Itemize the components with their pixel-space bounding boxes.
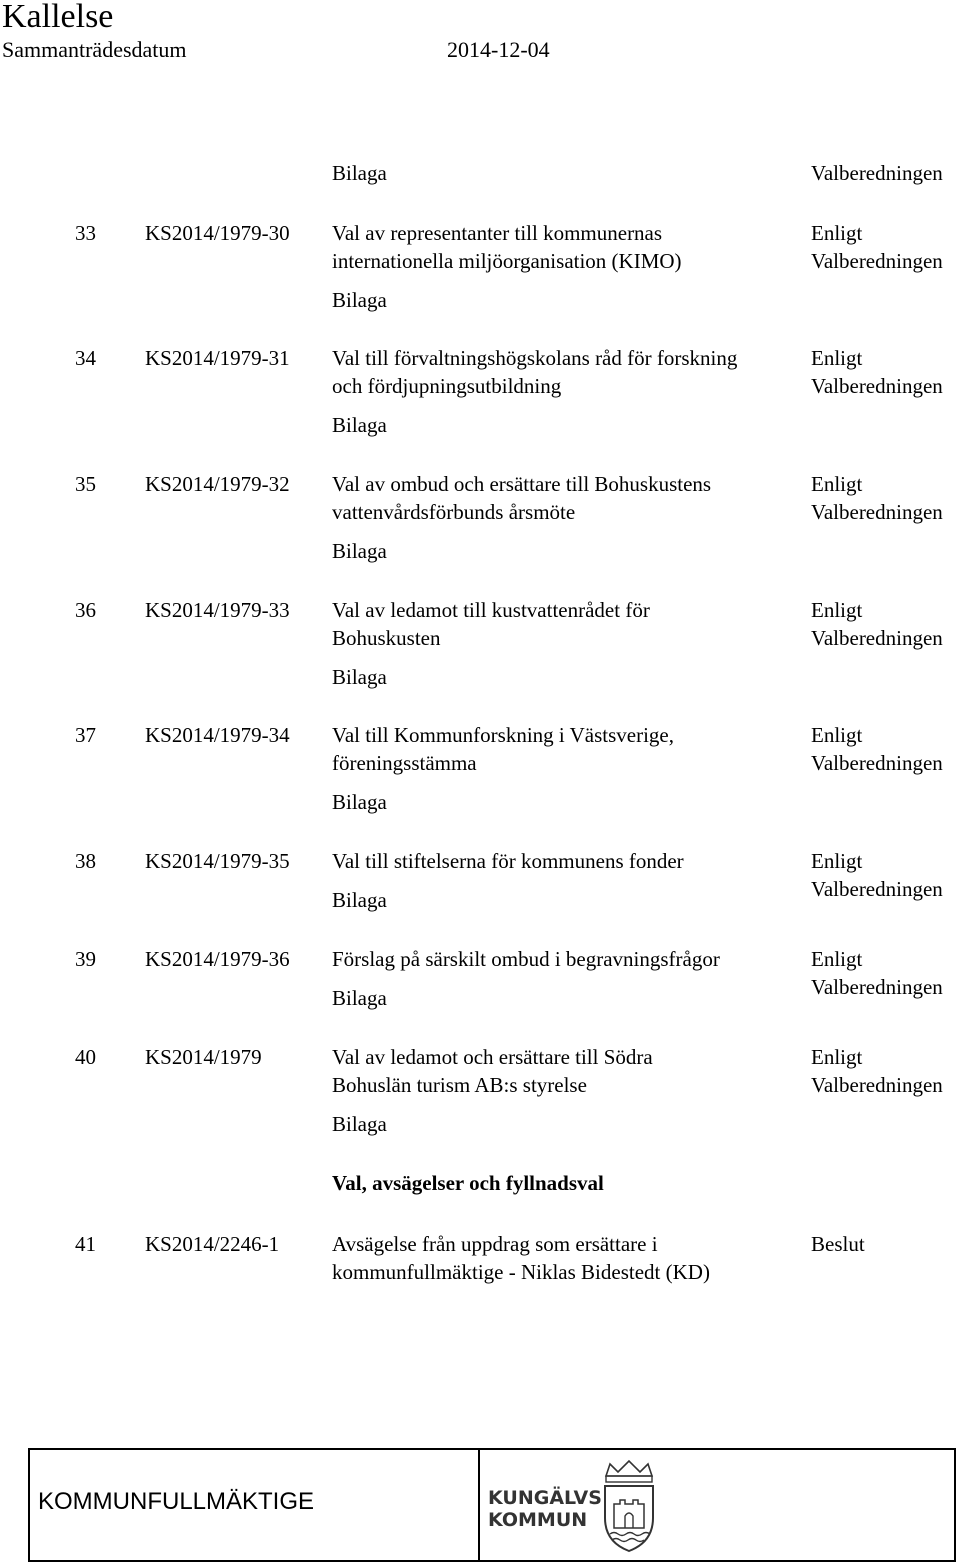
item-reference: KS2014/1979-31 — [145, 346, 290, 370]
document-title: Kallelse — [2, 0, 114, 35]
item-title-line: Val till Kommunforskning i Västsverige, — [332, 723, 674, 747]
item-title-line: Val till förvaltningshögskolans råd för forskning — [332, 346, 738, 370]
item-reference: KS2014/1979-36 — [145, 947, 290, 971]
item-title-line: Förslag på särskilt ombud i begravningsfrågor — [332, 947, 720, 971]
item-decision-line: Valberedningen — [811, 500, 943, 524]
carryover-decision: Valberedningen — [811, 161, 943, 185]
item-reference: KS2014/1979-30 — [145, 221, 290, 245]
item-decision-line: Enligt — [811, 1045, 863, 1069]
item-decision-line: Valberedningen — [811, 751, 943, 775]
item-number: 35 — [75, 472, 96, 496]
item-attachment: Bilaga — [332, 986, 387, 1010]
meeting-date-label: Sammanträdesdatum — [2, 37, 187, 62]
footer-label: KOMMUNFULLMÄKTIGE — [30, 1450, 480, 1560]
item-reference: KS2014/1979-34 — [145, 723, 290, 747]
item-title-line: Val av ledamot till kustvattenrådet för — [332, 598, 650, 622]
item-decision-line: Valberedningen — [811, 249, 943, 273]
item-title-line: Bohuskusten — [332, 626, 441, 650]
meeting-date: 2014-12-04 — [447, 37, 550, 62]
item-attachment: Bilaga — [332, 288, 387, 312]
coat-of-arms-icon — [600, 1458, 658, 1554]
item-decision-line: Enligt — [811, 723, 863, 747]
item-title-line: Val av ledamot och ersättare till Södra — [332, 1045, 653, 1069]
item-attachment: Bilaga — [332, 888, 387, 912]
item-decision-line: Valberedningen — [811, 626, 943, 650]
item-decision-line: Enligt — [811, 947, 863, 971]
item-decision-line: Valberedningen — [811, 877, 943, 901]
item-title-line: Val av representanter till kommunernas — [332, 221, 663, 245]
item-number: 33 — [75, 221, 96, 245]
item-reference: KS2014/1979 — [145, 1045, 262, 1069]
item-attachment: Bilaga — [332, 1112, 387, 1136]
item-title-line: Avsägelse från uppdrag som ersättare i — [332, 1232, 658, 1256]
item-title-line: föreningsstämma — [332, 751, 477, 775]
item-decision-line: Enligt — [811, 472, 863, 496]
item-decision-line: Valberedningen — [811, 374, 943, 398]
item-title-line: och fördjupningsutbildning — [332, 374, 562, 398]
item-attachment: Bilaga — [332, 665, 387, 689]
item-number: 38 — [75, 849, 96, 873]
item-reference: KS2014/1979-35 — [145, 849, 290, 873]
logo-text-line: KOMMUN — [488, 1509, 588, 1531]
item-decision-line: Enligt — [811, 346, 863, 370]
item-decision-line: Enligt — [811, 849, 863, 873]
kungalvs-kommun-logo — [480, 1450, 954, 1560]
item-title-line: internationella miljöorganisation (KIMO) — [332, 249, 682, 273]
item-number: 41 — [75, 1232, 96, 1256]
carryover-attachment: Bilaga — [332, 161, 387, 185]
item-decision-line: Enligt — [811, 221, 863, 245]
item-title-line: kommunfullmäktige - Niklas Bidestedt (KD) — [332, 1260, 710, 1284]
item-reference: KS2014/1979-32 — [145, 472, 290, 496]
item-decision-line: Beslut — [811, 1232, 865, 1256]
item-attachment: Bilaga — [332, 790, 387, 814]
item-title-line: Val av ombud och ersättare till Bohuskustens — [332, 472, 712, 496]
item-attachment: Bilaga — [332, 413, 387, 437]
item-number: 36 — [75, 598, 96, 622]
item-decision-line: Enligt — [811, 598, 863, 622]
item-reference: KS2014/2246-1 — [145, 1232, 280, 1256]
item-decision-line: Valberedningen — [811, 1073, 943, 1097]
section-heading: Val, avsägelser och fyllnadsval — [332, 1171, 604, 1195]
item-decision-line: Valberedningen — [811, 975, 943, 999]
item-number: 39 — [75, 947, 96, 971]
item-title-line: vattenvårdsförbunds årsmöte — [332, 500, 576, 524]
item-number: 37 — [75, 723, 96, 747]
item-attachment: Bilaga — [332, 539, 387, 563]
item-title-line: Bohuslän turism AB:s styrelse — [332, 1073, 587, 1097]
logo-text-line: KUNGÄLVS — [488, 1487, 602, 1509]
item-number: 34 — [75, 346, 96, 370]
item-reference: KS2014/1979-33 — [145, 598, 290, 622]
footer — [28, 1448, 956, 1562]
item-number: 40 — [75, 1045, 96, 1069]
item-title-line: Val till stiftelserna för kommunens fonder — [332, 849, 684, 873]
